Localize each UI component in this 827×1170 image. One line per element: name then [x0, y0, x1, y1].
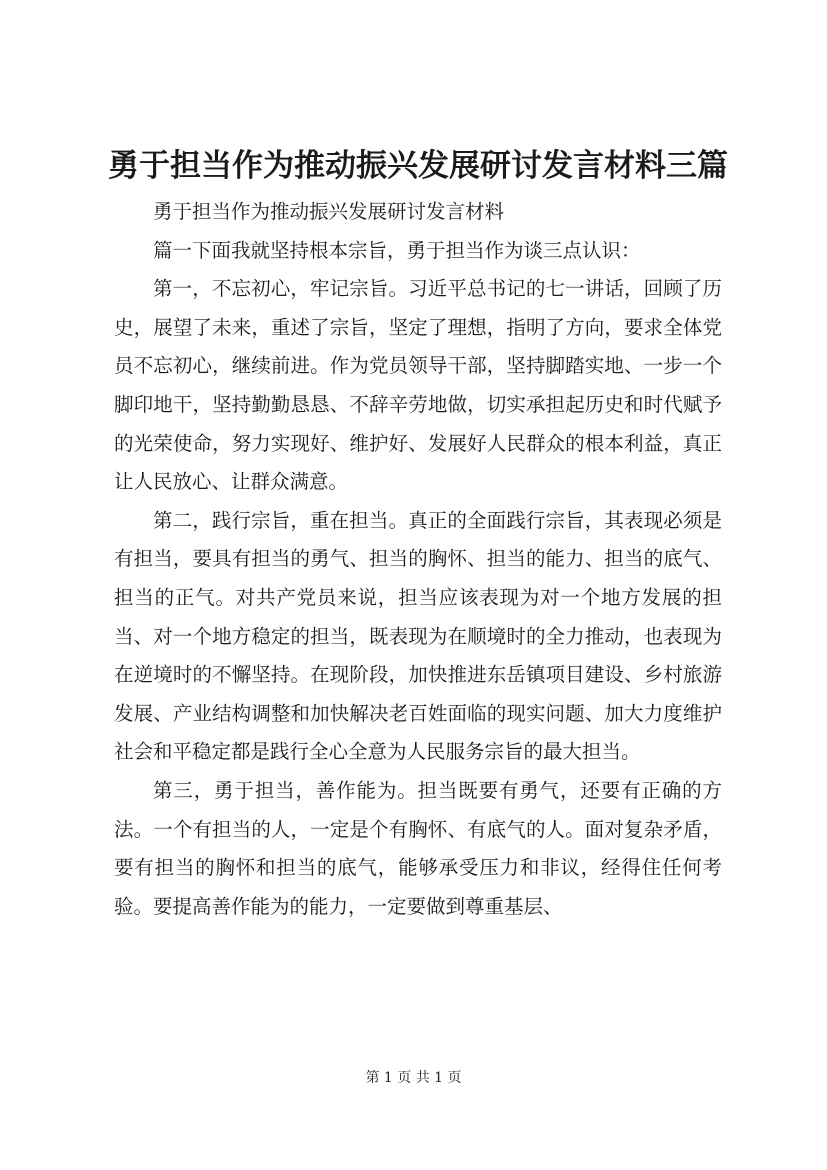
intro-paragraph: 篇一下面我就坚持根本宗旨，勇于担当作为谈三点认识： — [153, 238, 641, 262]
document-body — [114, 193, 722, 926]
paragraph-second-point: 第二，践行宗旨，重在担当。真正的全面践行宗旨，其表现必须是有担当，要具有担当的勇气、担当的胸怀、担当的能力、担当的底气、担当的正气。对共产党员来说，担当应该表现为对一个地方发展的担当、对一个地方稳定的担当，既表现为在顺境时的全力推动，也表现为在逆境时的不懈坚持。在现阶段，加快推进东岳镇项目建设、乡村旅游发展、产业结构调整和加快解决老百姓面临的现实问题、加大力度维护社会和平稳定都是践行全心全意为人民服务宗旨的最大担当。 — [114, 508, 722, 764]
paragraph-first-point: 第一，不忘初心，牢记宗旨。习近平总书记的七一讲话，回顾了历史，展望了未来，重述了宗旨，坚定了理想，指明了方向，要求全体党员不忘初心，继续前进。作为党员领导干部，坚持脚踏实地、一步一个脚印地干，坚持勤勤恳恳、不辞辛劳地做，切实承担起历史和时代赋予的光荣使命，努力实现好、维护好、发展好人民群众的根本利益，真正让人民放心、让群众满意。 — [114, 277, 722, 494]
document-title: 勇于担当作为推动振兴发展研讨发言材料三篇 — [108, 148, 728, 184]
paragraph-third-point: 第三，勇于担当，善作能为。担当既要有勇气，还要有正确的方法。一个有担当的人，一定是个有胸怀、有底气的人。面对复杂矛盾，要有担当的胸怀和担当的底气，能够承受压力和非议，经得住任何考验。要提高善作能为的能力，一定要做到尊重基层、 — [114, 778, 722, 918]
page-footer: 第 1 页 共 1 页 — [365, 1070, 462, 1086]
subtitle-paragraph: 勇于担当作为推动振兴发展研讨发言材料 — [153, 200, 505, 223]
